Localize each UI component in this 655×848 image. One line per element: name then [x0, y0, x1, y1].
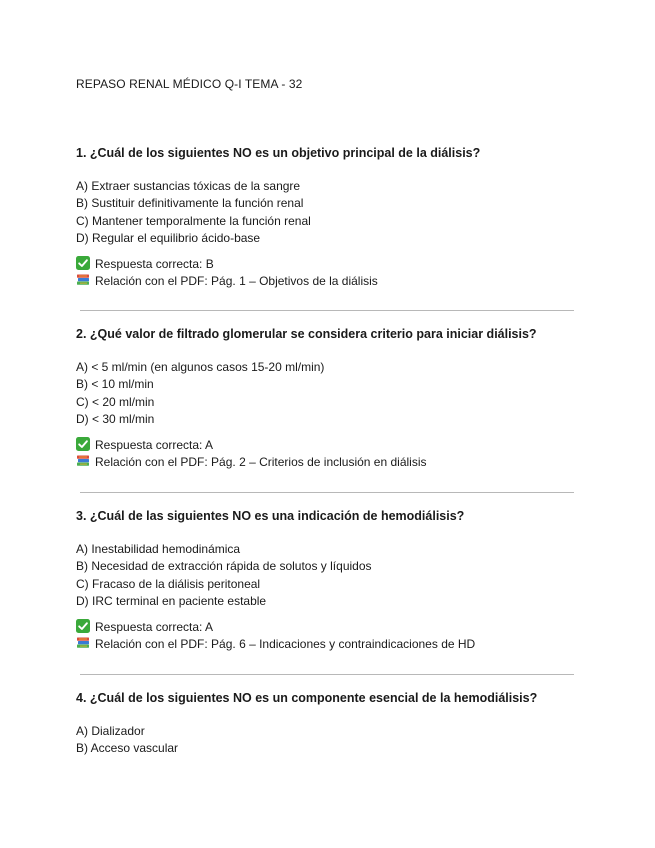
correct-answer-text: Respuesta correcta: A — [95, 620, 214, 635]
option-b: B) Acceso vascular — [76, 741, 179, 756]
pdf-reference — [76, 636, 576, 653]
document-title: REPASO RENAL MÉDICO Q-I TEMA - 32 — [76, 77, 303, 91]
question-4 — [76, 690, 576, 758]
books-icon — [76, 454, 90, 468]
books-icon — [76, 636, 90, 650]
option-a: A) Extraer sustancias tóxicas de la sangre — [76, 179, 301, 193]
divider — [80, 310, 574, 311]
correct-answer-text: Respuesta correcta: A — [95, 438, 214, 453]
pdf-reference — [76, 273, 576, 290]
options-list — [76, 359, 576, 428]
check-mark-icon — [76, 437, 90, 451]
pdf-reference-text: Relación con el PDF: Pág. 1 – Objetivos de la diálisis — [95, 274, 378, 289]
question-1 — [76, 145, 576, 291]
option-a: A) < 5 ml/min (en algunos casos 15-20 ml/min) — [76, 360, 325, 374]
answer-block — [76, 619, 576, 654]
option-c: C) Mantener temporalmente la función renal — [76, 213, 311, 228]
question-2 — [76, 326, 576, 472]
correct-answer — [76, 256, 576, 273]
answer-block — [76, 256, 576, 291]
check-mark-icon — [76, 619, 90, 633]
option-d: D) < 30 ml/min — [76, 411, 155, 426]
option-d: D) Regular el equilibrio ácido-base — [76, 230, 261, 245]
options-list — [76, 541, 576, 610]
option-b: B) Sustituir definitivamente la función renal — [76, 196, 304, 211]
question-3 — [76, 508, 576, 654]
question-heading: 1. ¿Cuál de los siguientes NO es un objetivo principal de la diálisis? — [76, 146, 481, 160]
option-b: B) < 10 ml/min — [76, 377, 154, 392]
correct-answer — [76, 437, 576, 454]
option-a: A) Inestabilidad hemodinámica — [76, 542, 241, 556]
answer-block — [76, 437, 576, 472]
option-d: D) IRC terminal en paciente estable — [76, 593, 267, 608]
correct-answer — [76, 619, 576, 636]
pdf-reference — [76, 454, 576, 471]
option-b: B) Necesidad de extracción rápida de solutos y líquidos — [76, 559, 372, 574]
pdf-reference-text: Relación con el PDF: Pág. 6 – Indicaciones y contraindicaciones de HD — [95, 637, 476, 652]
correct-answer-text: Respuesta correcta: B — [95, 257, 214, 272]
question-heading: 2. ¿Qué valor de filtrado glomerular se considera criterio para iniciar diálisis? — [76, 327, 537, 341]
question-heading: 4. ¿Cuál de los siguientes NO es un componente esencial de la hemodiálisis? — [76, 691, 538, 705]
question-heading: 3. ¿Cuál de las siguientes NO es una indicación de hemodiálisis? — [76, 509, 465, 523]
books-icon — [76, 273, 90, 287]
check-mark-icon — [76, 256, 90, 270]
options-list — [76, 723, 576, 758]
options-list — [76, 178, 576, 247]
divider — [80, 492, 574, 493]
divider — [80, 674, 574, 675]
option-c: C) Fracaso de la diálisis peritoneal — [76, 576, 261, 591]
pdf-reference-text: Relación con el PDF: Pág. 2 – Criterios de inclusión en diálisis — [95, 455, 427, 470]
option-c: C) < 20 ml/min — [76, 394, 155, 409]
option-a: A) Dializador — [76, 724, 145, 738]
